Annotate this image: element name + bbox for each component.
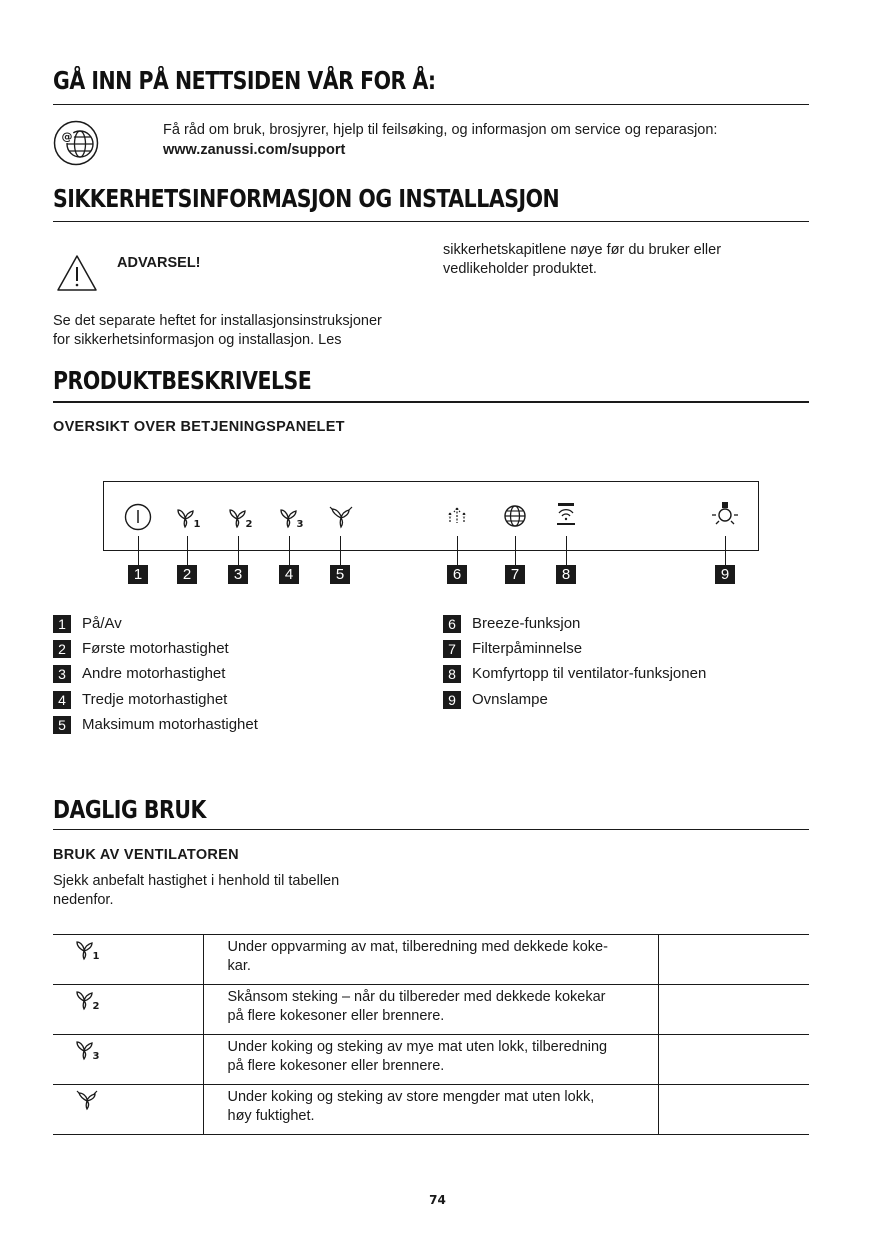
callout-number: 5 — [330, 565, 350, 584]
hob-to-hood-icon — [554, 502, 578, 528]
callout-line — [238, 536, 239, 565]
fan-speed-table — [53, 934, 809, 1135]
heading-website: GÅ INN PÅ NETTSIDEN VÅR FOR Å: — [53, 66, 436, 95]
description-line: Under koking og steking av mye mat uten lokk, tilberedning — [227, 1039, 608, 1055]
table-row — [53, 985, 809, 1035]
filter-globe-icon — [503, 504, 527, 528]
legend-number: 8 — [443, 665, 461, 683]
safety-text-left-1: Se det separate heftet for installasjonsinstruksjoner — [53, 313, 382, 329]
heading-rule — [53, 104, 809, 105]
description-cell — [203, 935, 658, 985]
svg-text:2: 2 — [92, 1001, 100, 1011]
table-row — [53, 1035, 809, 1085]
callout-number: 6 — [447, 565, 467, 584]
speed-cell — [53, 1035, 203, 1085]
svg-text:1: 1 — [193, 519, 201, 529]
globe-web-icon — [53, 120, 99, 166]
callout-line — [725, 536, 726, 565]
description-line: kar. — [227, 958, 251, 974]
description-line: Under oppvarming av mat, tilberedning med dekkede koke- — [227, 939, 608, 955]
callout-number: 2 — [177, 565, 197, 584]
subheading-fan-use: BRUK AV VENTILATOREN — [53, 847, 239, 863]
legend-number: 7 — [443, 640, 461, 658]
empty-cell — [658, 1035, 809, 1085]
legend-number: 4 — [53, 691, 71, 709]
empty-cell — [658, 985, 809, 1035]
warning-label: ADVARSEL! — [117, 255, 201, 271]
intro-text-1: Sjekk anbefalt hastighet i henhold til tabellen — [53, 873, 340, 889]
legend-number: 1 — [53, 615, 71, 633]
svg-text:@: @ — [61, 130, 73, 143]
callout-line — [566, 536, 567, 565]
legend-number: 9 — [443, 691, 461, 709]
legend-number: 6 — [443, 615, 461, 633]
support-link[interactable]: www.zanussi.com/support — [163, 142, 346, 158]
speed-cell — [53, 985, 203, 1035]
callout-line — [289, 536, 290, 565]
subheading-control-panel: OVERSIKT OVER BETJENINGSPANELET — [53, 419, 345, 435]
svg-text:2: 2 — [245, 519, 253, 529]
heading-daily-use: DAGLIG BRUK — [53, 795, 206, 824]
description-line: høy fuktighet. — [227, 1108, 315, 1124]
callout-number: 9 — [715, 565, 735, 584]
fan-max-speed-icon — [75, 1089, 103, 1111]
callout-number: 7 — [505, 565, 525, 584]
heading-safety: SIKKERHETSINFORMASJON OG INSTALLASJON — [53, 184, 560, 213]
description-line: Skånsom steking – når du tilbereder med dekkede kokekar — [227, 989, 606, 1005]
callout-number: 4 — [279, 565, 299, 584]
legend-label: Filterpåminnelse — [472, 640, 583, 657]
empty-cell — [658, 935, 809, 985]
legend-label: Breeze-funksjon — [472, 615, 581, 632]
safety-text-right-2: vedlikeholder produktet. — [443, 261, 597, 277]
table-row — [53, 1085, 809, 1135]
legend-label: Ovnslampe — [472, 691, 548, 708]
callout-line — [340, 536, 341, 565]
description-cell — [203, 1035, 658, 1085]
fan-max-speed-icon — [328, 505, 354, 529]
speed-cell — [53, 1085, 203, 1135]
heading-rule — [53, 221, 809, 222]
legend-label: På/Av — [82, 615, 122, 632]
description-line: Under koking og steking av store mengder mat uten lokk, — [227, 1089, 595, 1105]
callout-line — [515, 536, 516, 565]
legend-label: Tredje motorhastighet — [82, 691, 228, 708]
heading-rule — [53, 829, 809, 830]
callout-line — [457, 536, 458, 565]
svg-text:1: 1 — [92, 951, 100, 961]
callout-line — [138, 536, 139, 565]
svg-text:3: 3 — [92, 1051, 100, 1061]
legend-number: 3 — [53, 665, 71, 683]
description-cell — [203, 985, 658, 1035]
description-line: på flere kokesoner eller brennere. — [227, 1058, 445, 1074]
intro-text-2: nedenfor. — [53, 892, 114, 908]
heading-product: PRODUKTBESKRIVELSE — [53, 366, 312, 395]
legend-number: 2 — [53, 640, 71, 658]
legend-number: 5 — [53, 716, 71, 734]
page-number: 74 — [429, 1193, 446, 1207]
fan-speed-1-icon — [176, 507, 202, 529]
speed-cell — [53, 935, 203, 985]
website-info-text: Få råd om bruk, brosjyrer, hjelp til feilsøking, og informasjon om service og reparasjon: — [163, 122, 718, 138]
table-row — [53, 935, 809, 985]
fan-speed-2-icon — [228, 507, 254, 529]
legend-label: Andre motorhastighet — [82, 665, 226, 682]
svg-text:3: 3 — [296, 519, 304, 529]
power-icon — [124, 503, 152, 531]
lamp-icon — [710, 500, 740, 530]
empty-cell — [658, 1085, 809, 1135]
fan-speed-3-icon — [279, 507, 305, 529]
callout-number: 8 — [556, 565, 576, 584]
legend-label: Første motorhastighet — [82, 640, 229, 657]
callout-line — [187, 536, 188, 565]
callout-number: 1 — [128, 565, 148, 584]
callout-number: 3 — [228, 565, 248, 584]
description-cell — [203, 1085, 658, 1135]
description-line: på flere kokesoner eller brennere. — [227, 1008, 445, 1024]
safety-text-right-1: sikkerhetskapitlene nøye før du bruker eller — [443, 242, 722, 258]
fan-speed-2-icon — [75, 989, 103, 1011]
legend-label: Komfyrtopp til ventilator-funksjonen — [472, 665, 707, 682]
fan-speed-1-icon — [75, 939, 103, 961]
breeze-icon — [445, 505, 469, 527]
safety-text-left-2: for sikkerhetsinformasjon og installasjon. Les — [53, 332, 342, 348]
fan-speed-3-icon — [75, 1039, 103, 1061]
legend-label: Maksimum motorhastighet — [82, 716, 258, 733]
heading-rule — [53, 401, 809, 403]
warning-triangle-icon — [56, 254, 98, 292]
